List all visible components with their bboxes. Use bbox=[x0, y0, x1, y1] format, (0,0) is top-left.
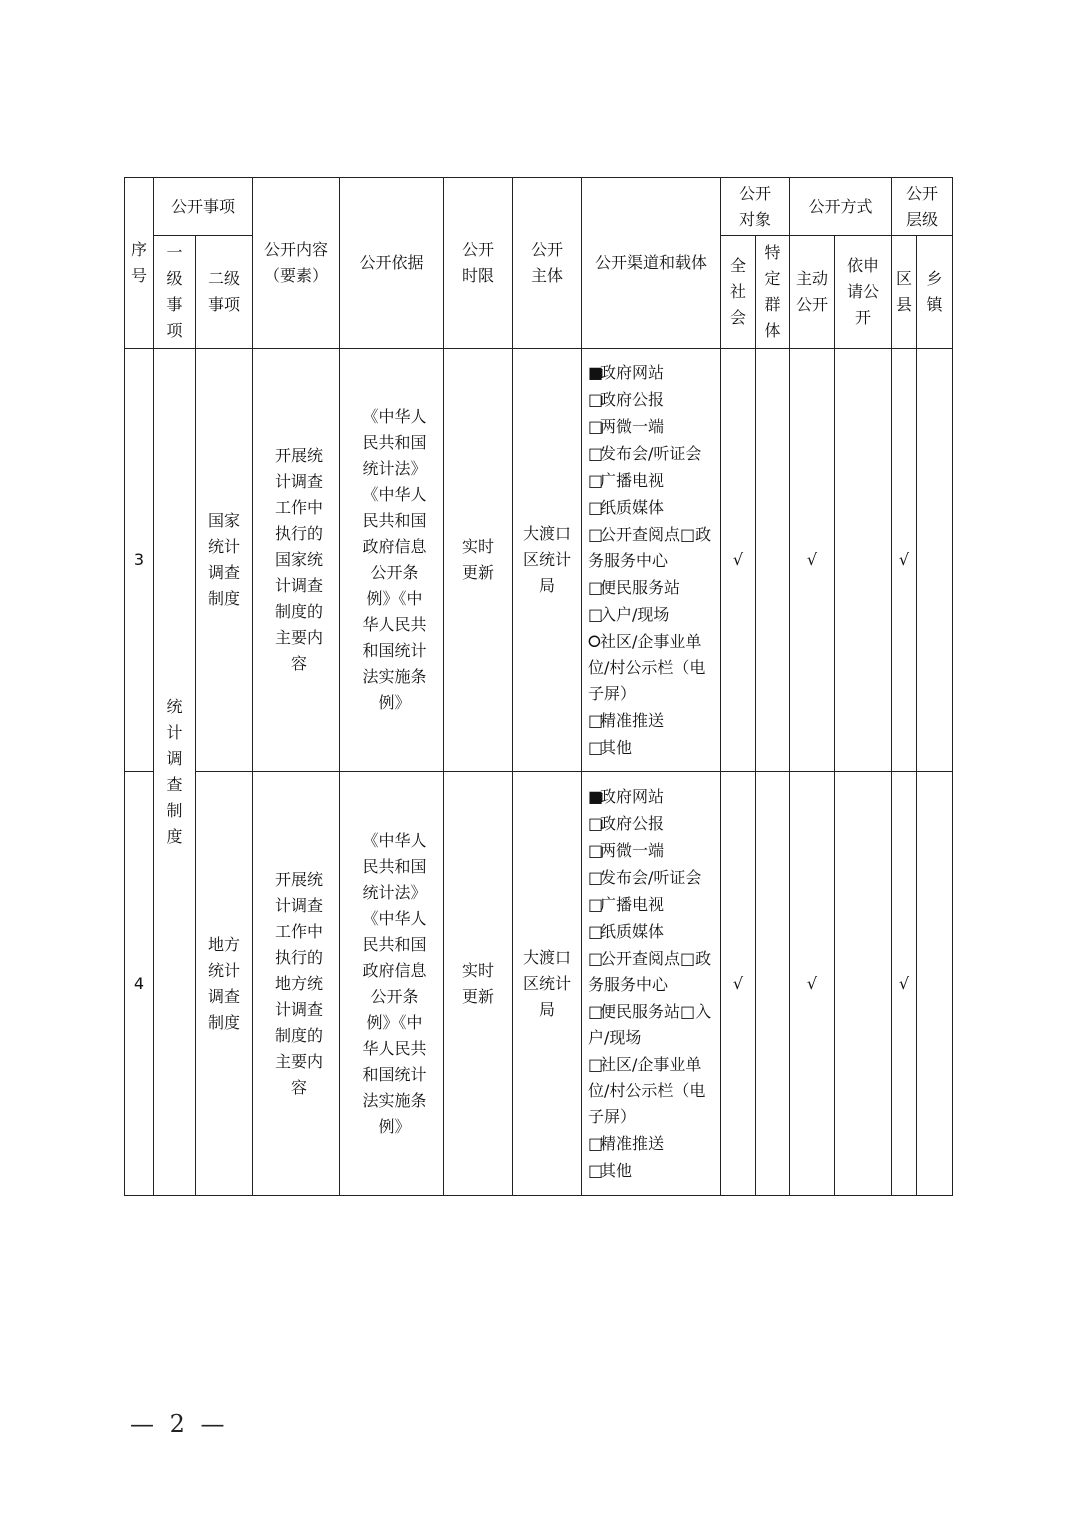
channel-item: □两微一端 bbox=[588, 414, 720, 440]
checkbox-empty-icon: □ bbox=[588, 470, 604, 490]
channel-item: □公开查阅点□政务服务中心 bbox=[588, 946, 720, 998]
channel-item: □发布会/听证会 bbox=[588, 441, 720, 467]
header-level1: 一级事项 bbox=[154, 236, 196, 349]
checkbox-empty-icon: □ bbox=[588, 604, 604, 624]
channel-item: □便民服务站□入户/现场 bbox=[588, 999, 720, 1051]
checkbox-empty-icon: □ bbox=[588, 497, 604, 517]
channel-item: □公开查阅点□政务服务中心 bbox=[588, 522, 720, 574]
channel-list bbox=[582, 355, 720, 766]
channel-item: □纸质媒体 bbox=[588, 919, 720, 945]
table-row bbox=[125, 349, 953, 772]
level1-item: 统计调查制度 bbox=[154, 349, 196, 1196]
header-subject: 公开主体 bbox=[513, 178, 582, 349]
row-mode-apply bbox=[835, 772, 892, 1196]
channel-item: □纸质媒体 bbox=[588, 495, 720, 521]
row-basis: 《中华人民共和国统计法》《中华人民共和国政府信息公开条例》《中华人民共和国统计法实施条例》 bbox=[340, 349, 444, 772]
header-target-specific: 特定群体 bbox=[756, 236, 790, 349]
row-level2: 地方统计调查制度 bbox=[196, 772, 253, 1196]
row-seq: 4 bbox=[125, 772, 154, 1196]
checkbox-empty-icon: □ bbox=[588, 867, 604, 887]
header-mode-active: 主动公开 bbox=[790, 236, 835, 349]
header-mode: 公开方式 bbox=[790, 178, 892, 236]
row-level2: 国家统计调查制度 bbox=[196, 349, 253, 772]
header-level2: 二级事项 bbox=[196, 236, 253, 349]
header-target-all: 全社会 bbox=[721, 236, 756, 349]
header-content: 公开内容（要素） bbox=[253, 178, 340, 349]
row-subject: 大渡口区统计局 bbox=[513, 772, 582, 1196]
row-layer-town bbox=[917, 349, 953, 772]
row-content: 开展统计调查工作中执行的国家统计调查制度的主要内容 bbox=[253, 349, 340, 772]
checkbox-empty-icon: □ bbox=[588, 1054, 604, 1074]
header-seq: 序号 bbox=[125, 178, 154, 349]
checkbox-empty-icon: □ bbox=[588, 710, 604, 730]
row-mode-active: √ bbox=[790, 772, 835, 1196]
checkbox-empty-icon: □ bbox=[588, 1160, 604, 1180]
channel-item: □发布会/听证会 bbox=[588, 865, 720, 891]
checkbox-empty-icon: □ bbox=[588, 813, 604, 833]
checkbox-empty-icon: □ bbox=[588, 840, 604, 860]
header-layer: 公开层级 bbox=[892, 178, 953, 236]
checkbox-empty-icon: □ bbox=[588, 577, 604, 597]
row-target-specific bbox=[756, 772, 790, 1196]
row-layer-county: √ bbox=[892, 349, 917, 772]
checkbox-empty-icon: □ bbox=[588, 1001, 604, 1021]
checkbox-checked-icon: ■ bbox=[588, 362, 604, 382]
channel-item: □便民服务站 bbox=[588, 575, 720, 601]
channel-item: ⭘社区/企事业单位/村公示栏（电子屏） bbox=[588, 629, 720, 707]
channel-item: □政府公报 bbox=[588, 811, 720, 837]
header-layer-town: 乡镇 bbox=[917, 236, 953, 349]
channel-item: □两微一端 bbox=[588, 838, 720, 864]
checkbox-empty-icon: □ bbox=[588, 737, 604, 757]
checkbox-checked-icon: ■ bbox=[588, 786, 604, 806]
row-channels bbox=[582, 349, 721, 772]
row-channels bbox=[582, 772, 721, 1196]
channel-item: □政府公报 bbox=[588, 387, 720, 413]
checkbox-empty-icon: □ bbox=[588, 894, 604, 914]
header-target: 公开对象 bbox=[721, 178, 790, 236]
channel-item: □精准推送 bbox=[588, 1131, 720, 1157]
radio-dot-icon: ⭘ bbox=[588, 631, 601, 651]
row-mode-active: √ bbox=[790, 349, 835, 772]
channel-item: ■政府网站 bbox=[588, 784, 720, 810]
row-seq: 3 bbox=[125, 349, 154, 772]
row-time-limit: 实时更新 bbox=[444, 349, 513, 772]
channel-item: □其他 bbox=[588, 735, 720, 761]
checkbox-empty-icon: □ bbox=[588, 524, 604, 544]
row-mode-apply bbox=[835, 349, 892, 772]
header-row-1 bbox=[125, 178, 953, 236]
header-time-limit: 公开时限 bbox=[444, 178, 513, 349]
checkbox-empty-icon: □ bbox=[588, 443, 604, 463]
page-number: — 2 — bbox=[130, 1410, 229, 1438]
checkbox-empty-icon: □ bbox=[588, 921, 604, 941]
row-target-all: √ bbox=[721, 772, 756, 1196]
row-subject: 大渡口区统计局 bbox=[513, 349, 582, 772]
channel-item: □入户/现场 bbox=[588, 602, 720, 628]
channel-item: □广播电视 bbox=[588, 468, 720, 494]
checkbox-empty-icon: □ bbox=[588, 416, 604, 436]
row-content: 开展统计调查工作中执行的地方统计调查制度的主要内容 bbox=[253, 772, 340, 1196]
checkbox-empty-icon: □ bbox=[588, 389, 604, 409]
checkbox-empty-icon: □ bbox=[588, 948, 604, 968]
header-basis: 公开依据 bbox=[340, 178, 444, 349]
table-row bbox=[125, 772, 953, 1196]
header-channels: 公开渠道和载体 bbox=[582, 178, 721, 349]
channel-item: □精准推送 bbox=[588, 708, 720, 734]
checkbox-empty-icon: □ bbox=[588, 1133, 604, 1153]
row-target-all: √ bbox=[721, 349, 756, 772]
header-layer-county: 区县 bbox=[892, 236, 917, 349]
row-time-limit: 实时更新 bbox=[444, 772, 513, 1196]
header-mode-apply: 依申请公开 bbox=[835, 236, 892, 349]
header-items: 公开事项 bbox=[154, 178, 253, 236]
channel-item: □其他 bbox=[588, 1158, 720, 1184]
row-layer-town bbox=[917, 772, 953, 1196]
channel-item: □社区/企事业单位/村公示栏（电子屏） bbox=[588, 1052, 720, 1130]
channel-list bbox=[582, 779, 720, 1189]
channel-item: ■政府网站 bbox=[588, 360, 720, 386]
row-target-specific bbox=[756, 349, 790, 772]
row-basis: 《中华人民共和国统计法》《中华人民共和国政府信息公开条例》《中华人民共和国统计法实施条例》 bbox=[340, 772, 444, 1196]
disclosure-table bbox=[124, 177, 953, 1196]
channel-item: □广播电视 bbox=[588, 892, 720, 918]
row-layer-county: √ bbox=[892, 772, 917, 1196]
